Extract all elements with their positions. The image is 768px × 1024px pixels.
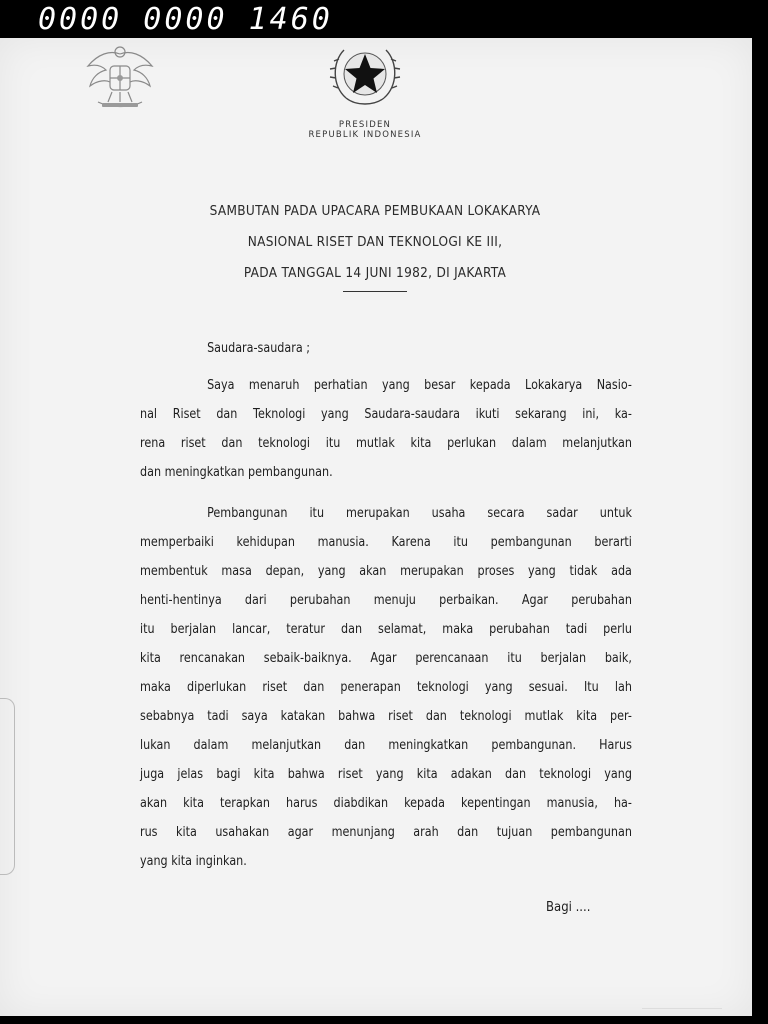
paragraph-line: rus kita usahakan agar menunjang arah dan tujuan pembangunan [140, 825, 632, 840]
title-line-3: PADA TANGGAL 14 JUNI 1982, DI JAKARTA [243, 265, 507, 281]
film-frame-number: 0000 0000 1460 [38, 2, 333, 37]
paragraph-line: nal Riset dan Teknologi yang Saudara-saudara ikuti sekarang ini, ka- [140, 407, 632, 422]
garuda-emblem-icon [80, 40, 160, 112]
salutation: Saudara-saudara ; [207, 341, 311, 356]
office-caption [240, 120, 490, 140]
paragraph-line: juga jelas bagi kita bahwa riset yang kita adakan dan teknologi yang [140, 767, 632, 782]
title-line-2: NASIONAL RISET DAN TEKNOLOGI KE III, [247, 234, 503, 250]
office-line-president: PRESIDEN [338, 120, 392, 130]
margin-bracket [0, 698, 15, 875]
paragraph-line: Saya menaruh perhatian yang besar kepada Lokakarya Nasio- [207, 378, 632, 393]
document-page [0, 38, 752, 1016]
paragraph-line: yang kita inginkan. [140, 854, 247, 869]
presidential-seal-icon [322, 38, 408, 110]
paragraph-2 [140, 499, 632, 876]
paragraph-line: memperbaiki kehidupan manusia. Karena itu pembangunan berarti [140, 535, 632, 550]
paragraph-line: rena riset dan teknologi itu mutlak kita perlukan dalam melanjutkan [140, 436, 632, 451]
office-line-republic: REPUBLIK INDONESIA [308, 130, 422, 140]
title-line-1: SAMBUTAN PADA UPACARA PEMBUKAAN LOKAKARYA [209, 203, 541, 219]
paragraph-line: dan meningkatkan pembangunan. [140, 465, 333, 480]
paragraph-line: henti-hentinya dari perubahan menuju perbaikan. Agar perubahan [140, 593, 632, 608]
paragraph-line: sebabnya tadi saya katakan bahwa riset dan teknologi mutlak kita per- [140, 709, 632, 724]
paragraph-1 [140, 371, 632, 487]
paragraph-line: itu berjalan lancar, teratur dan selamat, maka perubahan tadi perlu [140, 622, 632, 637]
paragraph-line: akan kita terapkan harus diabdikan kepada kepentingan manusia, ha- [140, 796, 632, 811]
document-title [140, 196, 610, 289]
paragraph-line: membentuk masa depan, yang akan merupakan proses yang tidak ada [140, 564, 632, 579]
paragraph-line: Pembangunan itu merupakan usaha secara sadar untuk [207, 506, 632, 521]
faint-corner-mark [642, 978, 722, 1009]
paragraph-line: kita rencanakan sebaik-baiknya. Agar perencanaan itu berjalan baik, [140, 651, 632, 666]
speech-body [140, 334, 632, 876]
continuation-marker: Bagi .... [546, 900, 591, 915]
paragraph-line: maka diperlukan riset dan penerapan teknologi yang sesuai. Itu lah [140, 680, 632, 695]
paragraph-line: lukan dalam melanjutkan dan meningkatkan pembangunan. Harus [140, 738, 632, 753]
title-underline [343, 291, 407, 292]
